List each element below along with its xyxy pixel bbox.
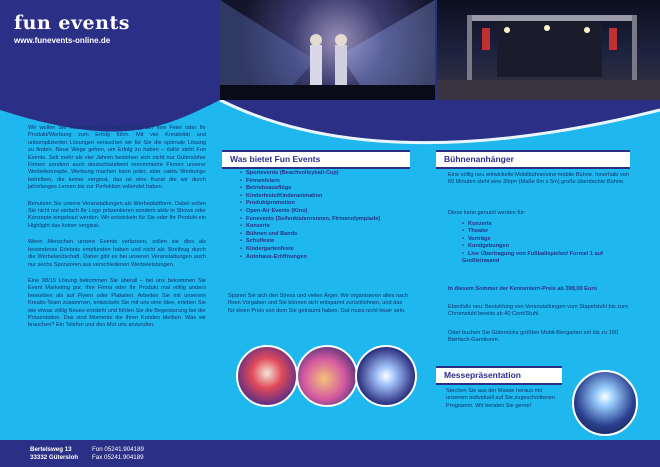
address-city: 33332 Gütersloh	[30, 454, 79, 461]
party-photo	[296, 345, 358, 407]
concert-photo	[220, 0, 435, 100]
phone-block	[92, 446, 144, 462]
intro-paragraph: Eine 08/15 Lösung bekommen Sie überall – bei uns bekommen Sie Event Marketing pur. Ihre Firma oder Ihr Produkt mal völlig anders beworben als auf Flyern oder Plakaten. Arbeiten Sie mit unserem Kreativ-Team zusammen, entwickeln Sie mit uns eine Idee, erleben Sie wie etwas völlig Neues entsteht und fühlen Sie die Begeisterung bei der Präsentation. Das sind Momente die Ihren Kunden bleiben. Was wir brauchen? Ein Telefon und den Mut uns anzurufen.	[28, 277, 206, 329]
confetti-photo	[355, 345, 417, 407]
list-item: • Kinderfeste/Kinderanimation	[240, 193, 410, 201]
messe-text: Stechen Sie aus der Masse heraus mit unserem individuell auf Sie zugeschnittenen Programm. Wir beraten Sie gerne!	[446, 388, 556, 409]
phone-number: Fon 05241.904189	[92, 446, 144, 453]
list-item: • Konzerte	[462, 221, 632, 228]
services-list	[240, 170, 410, 261]
list-item: • Autohaus-Eröffnungen	[240, 254, 410, 262]
intro-column	[28, 125, 206, 339]
stage-heading: Bühnenanhänger	[436, 150, 630, 169]
address-block	[30, 446, 78, 462]
intro-paragraph: Wir wollen Sie mitnehmen auf einem Weg, der Ihre Feier oder Ihr Produkt/Werbung zum Erfolg führt. Mit viel Kreativität und unkomplizierten Lösungen versuchen wir für Sie die optimale Lösung zu finden. Neue Wege gehen, um Erfolg zu haben – dafür steht Fun Events. Seit mehr als vier Jahren bestehen sich nicht nur Gütersloher Firmen sondern auch deutschlandweit renommierte Firmen unserer Werbekonzepte. Werbung machen kann jeder, aber »aktiv Werbung« betreiben, die keiner vergisst, das ist eine Kunst die wir durch jahrelanges Lernen bis zur Perfektion vollendet haben.	[28, 125, 206, 191]
list-item: • Vorträge	[462, 236, 632, 243]
list-item: • Schulfeste	[240, 238, 410, 246]
intro-paragraph: Wenn Menschen unsere Events verlassen, sollen sie dies als besonderes Erlebnis empfunden haben und nicht als Streifzug durch die Werbelandschaft. Daher gibt es bei unseren Veranstaltungen auch nur sechs Sponsoren aus verschiedenen Werbeleistungen.	[28, 239, 206, 268]
list-item: • Live Übertragung von Fußballspielen/ Formel 1 auf Großleinwand	[462, 251, 632, 266]
list-item: • Kindergartenfeste	[240, 246, 410, 254]
intro-paragraph: Benutzen Sie unsere Veranstaltungen als Werbeplattform. Dabei sollen Sie nicht nur einfach Ihr Logo präsentieren sondern aktiv in Shows oder Konzepte eingebaut werden. Wir entwickeln für Sie oder Ihr Produkt ein Highlight das keiner vergisst.	[28, 200, 206, 229]
messe-heading: Messepräsentation	[436, 366, 562, 385]
stage-lead-text: Diese kann genutzt werden für:	[448, 210, 526, 216]
stage-intro-text: Eine völlig neu entwickelte Mobilbühne/eine mobile Bühne. Innerhalb von 60 Minuten steht eine 30qm (Maße 6m x 5m) große überdachte Bühne.	[448, 172, 629, 186]
stage-use-list	[462, 221, 632, 265]
address-street: Bertelsweg 13	[30, 446, 72, 453]
list-item: • Firmenfeiern	[240, 178, 410, 186]
list-item: • Betriebsausflüge	[240, 185, 410, 193]
list-item: • Produktpromotion	[240, 200, 410, 208]
list-item: • Bühnen und Bands	[240, 231, 410, 239]
list-item: • Open-Air Events (Kino)	[240, 208, 410, 216]
stage-photo	[437, 0, 660, 100]
list-item: • Kundgebungen	[462, 243, 632, 250]
brand-url: www.funevents-online.de	[14, 36, 111, 45]
list-item: • Sportevents (Beachvolleyball-Cup)	[240, 170, 410, 178]
brand-block	[14, 12, 130, 45]
seating-text: Ebenfalls neu: Bestuhlung von Veranstaltungen vom Stapelstuhl bis zum Chromstuhl bereits ab 40 Cent/Stuhl.	[448, 304, 628, 318]
stage-price-text: In diesem Sommer der Kennenlern-Preis ab 399,00 Euro	[448, 286, 597, 292]
beergarden-text: Oder buchen Sie Güterslohs größten Mobil-Biergarten mit bis zu 150 Biertisch-Garnituren.	[448, 330, 619, 344]
list-item: • Funevents (Seifenkistenrennen, Firmenolympiade)	[240, 216, 410, 224]
list-item: • Theater	[462, 228, 632, 235]
fax-number: Fax 05241.904189	[92, 454, 144, 461]
brand-logo: fun events	[14, 12, 130, 34]
services-closing-text: Sparen Sie sich den Stress und vielen Ärger. Wir organisieren alles nach Ihren Vorgaben und Sie können sich entspannt zurücklehnen, und das für einen Preis von dem Sie geträumt haben. Gut muss nicht teuer sein.	[228, 293, 409, 314]
services-heading: Was bietet Fun Events	[222, 150, 410, 169]
list-item: • Konzerte	[240, 223, 410, 231]
exhibition-photo	[572, 370, 638, 436]
clown-photo	[236, 345, 298, 407]
